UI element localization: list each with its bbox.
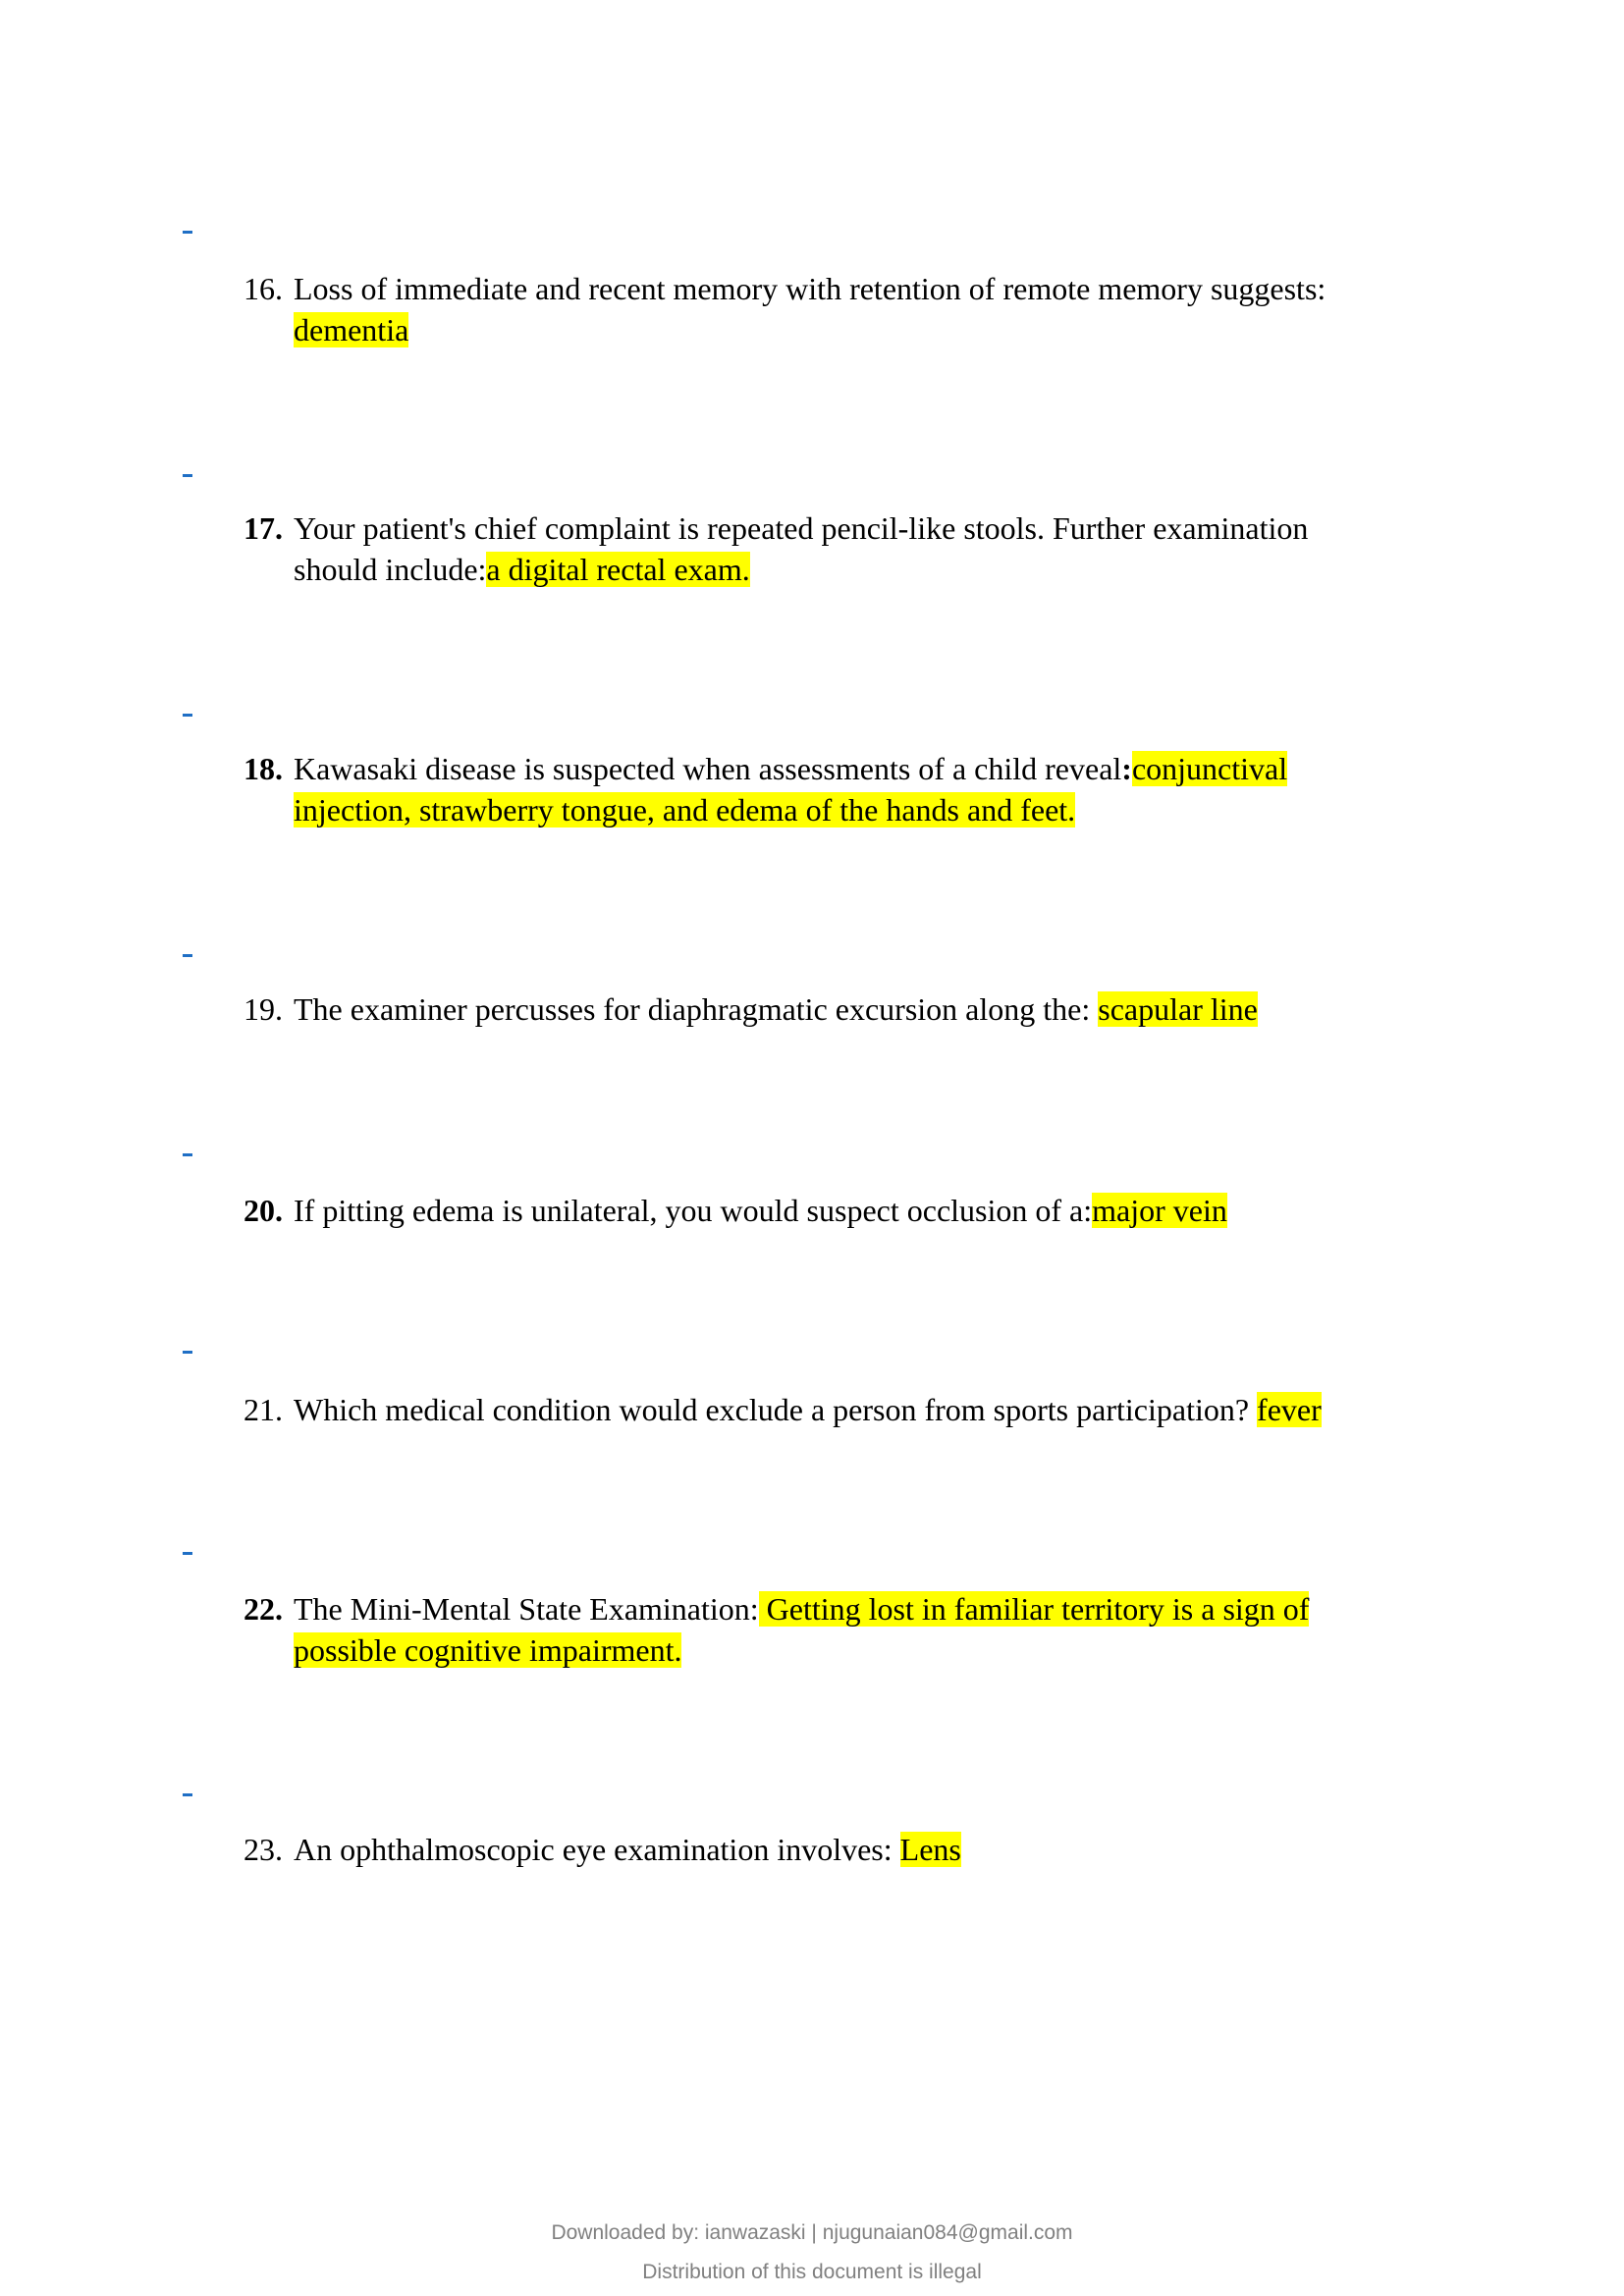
question-16: [244, 268, 1402, 350]
list-marker-dash: [183, 231, 192, 234]
question-text: Kawasaki disease is suspected when assessments of a child reveal: [294, 751, 1122, 786]
question-18: [244, 748, 1402, 830]
question-number: 18.: [244, 751, 283, 786]
question-number: 23.: [244, 1832, 283, 1867]
answer-highlight: conjunctival: [1131, 751, 1288, 786]
question-text: Your patient's chief complaint is repeated pencil-like stools. Further examination: [294, 510, 1309, 546]
list-marker-dash: [183, 1552, 192, 1555]
answer-highlight: major vein: [1092, 1193, 1227, 1228]
question-text: The examiner percusses for diaphragmatic excursion along the:: [294, 991, 1099, 1027]
question-text: If pitting edema is unilateral, you would suspect occlusion of a:: [294, 1193, 1093, 1228]
answer-highlight-continued: possible cognitive impairment.: [294, 1632, 682, 1668]
question-17: [244, 507, 1402, 590]
question-text-continued: should include:: [294, 552, 487, 587]
list-marker-dash: [183, 1351, 192, 1354]
answer-highlight: scapular line: [1098, 991, 1258, 1027]
footer-download-notice: Downloaded by: ianwazaski | njugunaian084@gmail.com: [551, 2221, 1073, 2244]
question-text: An ophthalmoscopic eye examination involves:: [294, 1832, 900, 1867]
question-23: [244, 1829, 1402, 1870]
footer-distribution-notice: Distribution of this document is illegal: [642, 2261, 982, 2283]
list-marker-dash: [183, 1153, 192, 1156]
answer-highlight: dementia: [294, 312, 409, 347]
answer-highlight: a digital rectal exam.: [486, 552, 750, 587]
question-number: 17.: [244, 510, 283, 546]
bold-colon: :: [1121, 751, 1132, 786]
question-text: Which medical condition would exclude a person from sports participation?: [294, 1392, 1258, 1427]
question-21: [244, 1389, 1402, 1430]
answer-highlight: fever: [1257, 1392, 1322, 1427]
question-number: 21.: [244, 1392, 283, 1427]
list-marker-dash: [183, 714, 192, 717]
question-20: [244, 1190, 1402, 1231]
answer-highlight: Getting lost in familiar territory is a sign of: [758, 1591, 1310, 1627]
question-19: [244, 988, 1402, 1030]
list-marker-dash: [183, 1793, 192, 1796]
list-marker-dash: [183, 474, 192, 477]
answer-highlight-continued: injection, strawberry tongue, and edema of the hands and feet.: [294, 792, 1076, 828]
question-text: The Mini-Mental State Examination:: [294, 1591, 759, 1627]
list-marker-dash: [183, 954, 192, 957]
question-number: 19.: [244, 991, 283, 1027]
question-number: 16.: [244, 271, 283, 306]
question-22: [244, 1588, 1402, 1671]
question-text: Loss of immediate and recent memory with retention of remote memory suggests:: [294, 271, 1326, 306]
answer-highlight: Lens: [899, 1832, 961, 1867]
question-number: 22.: [244, 1591, 283, 1627]
question-number: 20.: [244, 1193, 283, 1228]
